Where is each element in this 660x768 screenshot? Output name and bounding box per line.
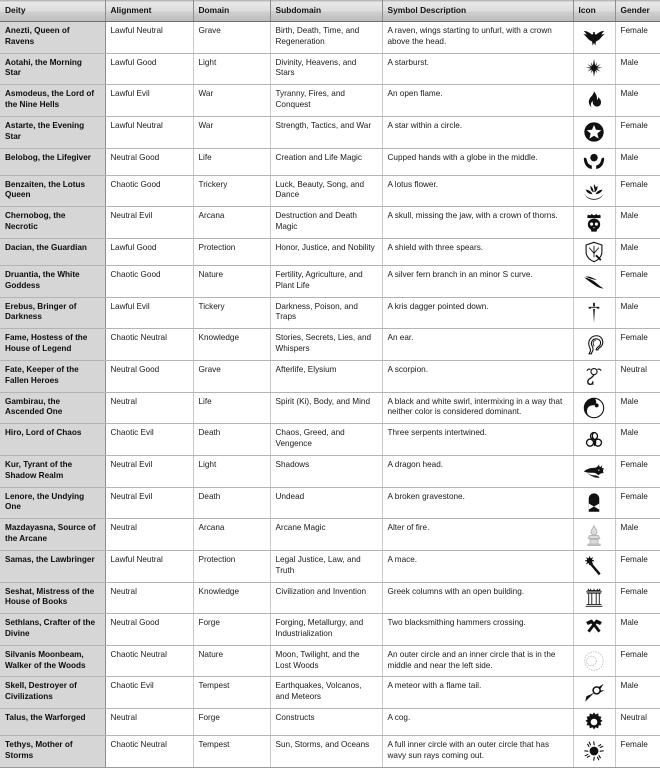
cell-align: Neutral: [105, 709, 193, 736]
cell-sub: Legal Justice, Law, and Truth: [270, 550, 382, 582]
cell-symbol: A shield with three spears.: [382, 238, 573, 265]
scorpion-icon: [573, 360, 615, 392]
cell-deity: Lenore, the Undying One: [0, 487, 105, 519]
table-row: [0, 677, 660, 709]
cell-gender: Female: [615, 550, 660, 582]
cupped-hands-globe-icon: [573, 148, 615, 175]
table-row: [0, 392, 660, 424]
table-row: [0, 709, 660, 736]
cell-deity: Anezti, Queen of Ravens: [0, 22, 105, 54]
cell-gender: Female: [615, 582, 660, 614]
cell-symbol: A skull, missing the jaw, with a crown of thorns.: [382, 207, 573, 239]
cell-domain: War: [193, 85, 270, 117]
cell-deity: Gambirau, the Ascended One: [0, 392, 105, 424]
cell-sub: Chaos, Greed, and Vengence: [270, 424, 382, 456]
cell-sub: Darkness, Poison, and Traps: [270, 297, 382, 329]
cell-deity: Seshat, Mistress of the House of Books: [0, 582, 105, 614]
cell-sub: Birth, Death, Time, and Regeneration: [270, 22, 382, 54]
cell-domain: Life: [193, 148, 270, 175]
cell-domain: Light: [193, 53, 270, 85]
cell-domain: Grave: [193, 360, 270, 392]
cell-domain: Trickery: [193, 175, 270, 207]
ear-icon: [573, 329, 615, 361]
cell-gender: Female: [615, 329, 660, 361]
cell-domain: Tempest: [193, 736, 270, 768]
cell-align: Chaotic Good: [105, 175, 193, 207]
cell-deity: Samas, the Lawbringer: [0, 550, 105, 582]
cell-gender: Female: [615, 455, 660, 487]
cell-domain: Forge: [193, 614, 270, 646]
greek-columns-icon: [573, 582, 615, 614]
cell-domain: Knowledge: [193, 329, 270, 361]
table-row: [0, 238, 660, 265]
cell-align: Chaotic Evil: [105, 677, 193, 709]
cell-align: Lawful Evil: [105, 297, 193, 329]
fern-branch-icon: [573, 265, 615, 297]
cell-symbol: Cupped hands with a globe in the middle.: [382, 148, 573, 175]
cell-deity: Fate, Keeper of the Fallen Heroes: [0, 360, 105, 392]
cell-gender: Male: [615, 85, 660, 117]
cell-align: Neutral: [105, 392, 193, 424]
cell-symbol: An open flame.: [382, 85, 573, 117]
table-row: [0, 85, 660, 117]
cell-gender: Male: [615, 424, 660, 456]
table-row: [0, 550, 660, 582]
cell-sub: Sun, Storms, and Oceans: [270, 736, 382, 768]
cell-gender: Male: [615, 519, 660, 551]
mace-icon: [573, 550, 615, 582]
fire-altar-icon: [573, 519, 615, 551]
cell-domain: Arcana: [193, 207, 270, 239]
cell-deity: Chernobog, the Necrotic: [0, 207, 105, 239]
table-row: [0, 175, 660, 207]
cell-deity: Astarte, the Evening Star: [0, 116, 105, 148]
cell-sub: Civilization and Invention: [270, 582, 382, 614]
cell-gender: Female: [615, 736, 660, 768]
cell-symbol: A full inner circle with an outer circle that has wavy sun rays coming out.: [382, 736, 573, 768]
cell-gender: Neutral: [615, 360, 660, 392]
cell-symbol: A raven, wings starting to unfurl, with a crown above the head.: [382, 22, 573, 54]
cell-align: Lawful Good: [105, 53, 193, 85]
cell-symbol: An outer circle and an inner circle that is in the middle and near the left side.: [382, 645, 573, 677]
table-row: [0, 487, 660, 519]
table-row: [0, 207, 660, 239]
cell-align: Chaotic Neutral: [105, 645, 193, 677]
column-header-alignment[interactable]: Alignment: [105, 1, 193, 22]
cell-deity: Hiro, Lord of Chaos: [0, 424, 105, 456]
double-circle-icon: [573, 645, 615, 677]
cell-gender: Female: [615, 645, 660, 677]
table-row: [0, 614, 660, 646]
triple-serpent-icon: [573, 424, 615, 456]
cell-gender: Female: [615, 175, 660, 207]
table-row: [0, 265, 660, 297]
table-row: [0, 116, 660, 148]
table-row: [0, 148, 660, 175]
cell-sub: Strength, Tactics, and War: [270, 116, 382, 148]
cell-align: Chaotic Good: [105, 265, 193, 297]
column-header-deity[interactable]: Deity: [0, 1, 105, 22]
cell-sub: Creation and Life Magic: [270, 148, 382, 175]
cell-symbol: A starburst.: [382, 53, 573, 85]
cell-symbol: A black and white swirl, intermixing in a way that neither color is considered dominant.: [382, 392, 573, 424]
cell-domain: Light: [193, 455, 270, 487]
table-row: [0, 582, 660, 614]
dragon-head-icon: [573, 455, 615, 487]
cell-symbol: A scorpion.: [382, 360, 573, 392]
cell-deity: Sethlans, Crafter of the Divine: [0, 614, 105, 646]
cell-align: Neutral Good: [105, 360, 193, 392]
cell-align: Lawful Evil: [105, 85, 193, 117]
crowned-skull-icon: [573, 207, 615, 239]
cell-sub: Afterlife, Elysium: [270, 360, 382, 392]
cell-sub: Forging, Metallurgy, and Industrialization: [270, 614, 382, 646]
cell-sub: Earthquakes, Volcanos, and Meteors: [270, 677, 382, 709]
cell-symbol: An ear.: [382, 329, 573, 361]
table-row: [0, 519, 660, 551]
cell-gender: Female: [615, 22, 660, 54]
cell-align: Chaotic Neutral: [105, 736, 193, 768]
column-header-icon[interactable]: Icon: [573, 1, 615, 22]
table-row: [0, 455, 660, 487]
cell-align: Neutral Good: [105, 148, 193, 175]
cell-domain: Death: [193, 424, 270, 456]
meteor-icon: [573, 677, 615, 709]
cell-domain: Grave: [193, 22, 270, 54]
cell-gender: Neutral: [615, 709, 660, 736]
cell-gender: Male: [615, 148, 660, 175]
yin-yang-swirl-icon: [573, 392, 615, 424]
cell-align: Neutral: [105, 582, 193, 614]
cell-domain: Nature: [193, 265, 270, 297]
cell-symbol: A silver fern branch in an minor S curve.: [382, 265, 573, 297]
cell-deity: Druantia, the White Goddess: [0, 265, 105, 297]
cell-sub: Stories, Secrets, Lies, and Whispers: [270, 329, 382, 361]
cell-align: Chaotic Evil: [105, 424, 193, 456]
table-row: [0, 736, 660, 768]
broken-gravestone-icon: [573, 487, 615, 519]
cell-deity: Dacian, the Guardian: [0, 238, 105, 265]
raven-icon: [573, 22, 615, 54]
cell-sub: Constructs: [270, 709, 382, 736]
cell-deity: Benzaiten, the Lotus Queen: [0, 175, 105, 207]
cell-align: Lawful Neutral: [105, 22, 193, 54]
cell-symbol: Greek columns with an open building.: [382, 582, 573, 614]
column-header-symbol-description[interactable]: Symbol Description: [382, 1, 573, 22]
table-row: [0, 297, 660, 329]
table-row: [0, 645, 660, 677]
cell-symbol: A cog.: [382, 709, 573, 736]
cell-align: Lawful Neutral: [105, 116, 193, 148]
cell-symbol: A broken gravestone.: [382, 487, 573, 519]
cell-deity: Asmodeus, the Lord of the Nine Hells: [0, 85, 105, 117]
table-header: [0, 1, 660, 22]
column-header-domain[interactable]: Domain: [193, 1, 270, 22]
table-row: [0, 22, 660, 54]
cell-gender: Male: [615, 238, 660, 265]
cell-domain: Tickery: [193, 297, 270, 329]
cell-domain: War: [193, 116, 270, 148]
cell-align: Lawful Neutral: [105, 550, 193, 582]
cell-symbol: Two blacksmithing hammers crossing.: [382, 614, 573, 646]
cell-deity: Erebus, Bringer of Darkness: [0, 297, 105, 329]
cell-deity: Talus, the Warforged: [0, 709, 105, 736]
cell-sub: Moon, Twilight, and the Lost Woods: [270, 645, 382, 677]
cell-sub: Tyranny, Fires, and Conquest: [270, 85, 382, 117]
cell-align: Neutral Evil: [105, 207, 193, 239]
cell-gender: Male: [615, 614, 660, 646]
cell-gender: Male: [615, 297, 660, 329]
cell-align: Lawful Good: [105, 238, 193, 265]
cell-sub: Fertility, Agriculture, and Plant Life: [270, 265, 382, 297]
cell-sub: Luck, Beauty, Song, and Dance: [270, 175, 382, 207]
cell-deity: Mazdayasna, Source of the Arcane: [0, 519, 105, 551]
cell-domain: Tempest: [193, 677, 270, 709]
cell-domain: Death: [193, 487, 270, 519]
table-row: [0, 424, 660, 456]
cell-symbol: A star within a circle.: [382, 116, 573, 148]
cell-symbol: Three serpents intertwined.: [382, 424, 573, 456]
cell-align: Neutral Evil: [105, 487, 193, 519]
cell-sub: Divinity, Heavens, and Stars: [270, 53, 382, 85]
cell-domain: Nature: [193, 645, 270, 677]
cell-sub: Spirit (Ki), Body, and Mind: [270, 392, 382, 424]
cell-sub: Honor, Justice, and Nobility: [270, 238, 382, 265]
wavy-sun-icon: [573, 736, 615, 768]
cell-domain: Arcana: [193, 519, 270, 551]
lotus-flower-icon: [573, 175, 615, 207]
cell-align: Neutral Good: [105, 614, 193, 646]
flame-icon: [573, 85, 615, 117]
table-row: [0, 360, 660, 392]
cell-symbol: Alter of fire.: [382, 519, 573, 551]
column-header-gender[interactable]: Gender: [615, 1, 660, 22]
cell-align: Neutral: [105, 519, 193, 551]
starburst-icon: [573, 53, 615, 85]
cell-domain: Protection: [193, 238, 270, 265]
cell-symbol: A lotus flower.: [382, 175, 573, 207]
cell-sub: Shadows: [270, 455, 382, 487]
cell-deity: Fame, Hostess of the House of Legend: [0, 329, 105, 361]
table-row: [0, 53, 660, 85]
star-in-circle-icon: [573, 116, 615, 148]
cell-domain: Knowledge: [193, 582, 270, 614]
cell-symbol: A meteor with a flame tail.: [382, 677, 573, 709]
cell-gender: Male: [615, 392, 660, 424]
cell-gender: Female: [615, 487, 660, 519]
cell-align: Chaotic Neutral: [105, 329, 193, 361]
cell-symbol: A mace.: [382, 550, 573, 582]
cell-deity: Skell, Destroyer of Civilizations: [0, 677, 105, 709]
cog-icon: [573, 709, 615, 736]
cell-gender: Female: [615, 265, 660, 297]
table-body: [0, 22, 660, 768]
cell-symbol: A kris dagger pointed down.: [382, 297, 573, 329]
cell-align: Neutral Evil: [105, 455, 193, 487]
cell-gender: Female: [615, 116, 660, 148]
cell-deity: Aotahi, the Morning Star: [0, 53, 105, 85]
crossed-hammers-icon: [573, 614, 615, 646]
column-header-subdomain[interactable]: Subdomain: [270, 1, 382, 22]
shield-spears-icon: [573, 238, 615, 265]
cell-domain: Protection: [193, 550, 270, 582]
cell-gender: Male: [615, 677, 660, 709]
header-row: [0, 1, 660, 22]
kris-dagger-icon: [573, 297, 615, 329]
table-row: [0, 329, 660, 361]
cell-gender: Male: [615, 53, 660, 85]
cell-sub: Undead: [270, 487, 382, 519]
cell-sub: Arcane Magic: [270, 519, 382, 551]
cell-deity: Silvanis Moonbeam, Walker of the Woods: [0, 645, 105, 677]
cell-domain: Forge: [193, 709, 270, 736]
cell-deity: Belobog, the Lifegiver: [0, 148, 105, 175]
cell-deity: Tethys, Mother of Storms: [0, 736, 105, 768]
cell-gender: Male: [615, 207, 660, 239]
cell-deity: Kur, Tyrant of the Shadow Realm: [0, 455, 105, 487]
cell-symbol: A dragon head.: [382, 455, 573, 487]
cell-domain: Life: [193, 392, 270, 424]
cell-sub: Destruction and Death Magic: [270, 207, 382, 239]
